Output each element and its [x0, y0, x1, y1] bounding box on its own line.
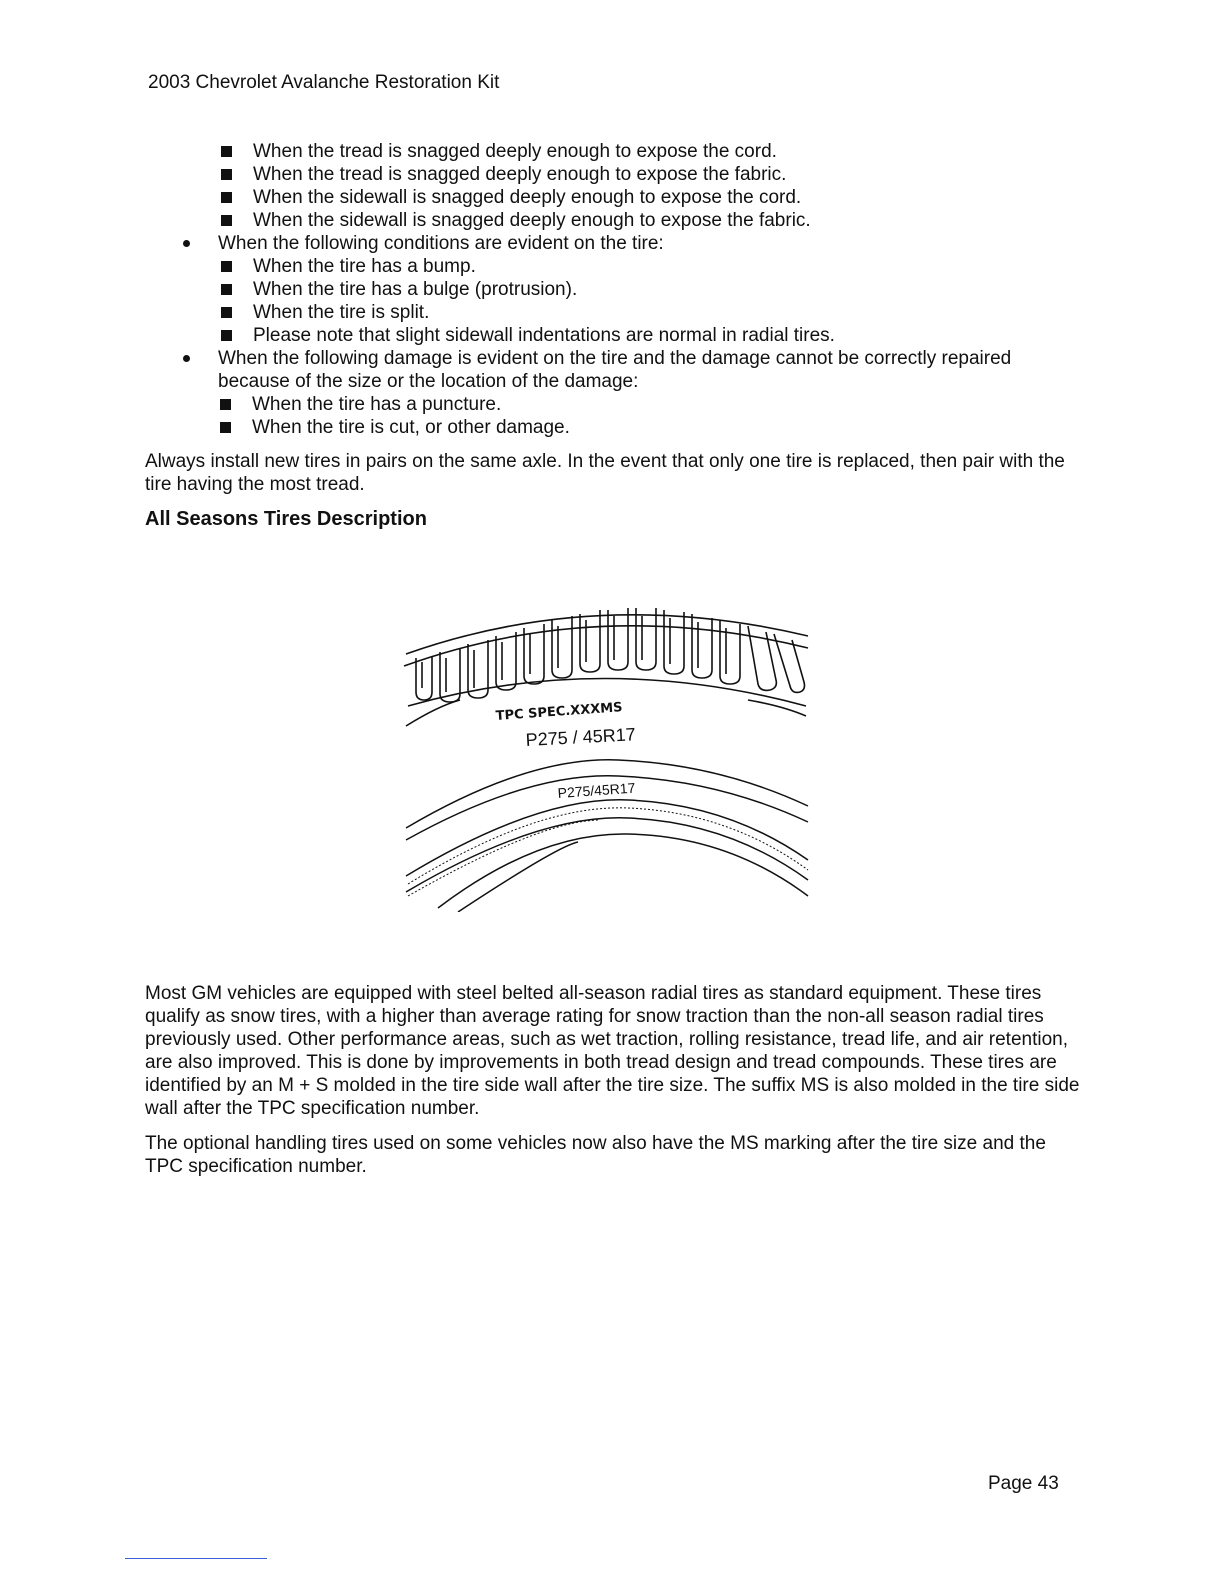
list-item: When the sidewall is snagged deeply enough to expose the cord. — [253, 186, 811, 209]
list-item: When the following conditions are evident on the tire: — [218, 232, 1078, 255]
list-item: When the tire has a puncture. — [252, 393, 570, 416]
round-bullet-icon — [183, 355, 190, 362]
list-item: When the tire has a bulge (protrusion). — [253, 278, 835, 301]
tire-sidewall-figure — [398, 596, 812, 912]
square-bullet-icon — [221, 146, 232, 157]
tpc-marking: TPC SPEC.XXXMS — [495, 700, 624, 724]
tire-pairs-paragraph: Always install new tires in pairs on the same axle. In the event that only one tire is replaced, then pair with the tire having the most tread. — [145, 451, 1065, 495]
handling-tires-paragraph: The optional handling tires used on some vehicles now also have the MS marking after the tire size and the TPC specification number. — [145, 1133, 1046, 1177]
list-item: When the sidewall is snagged deeply enough to expose the fabric. — [253, 209, 811, 232]
square-bullet-icon — [221, 169, 232, 180]
square-bullet-icon — [221, 215, 232, 226]
tire-size-lower: P275/45R17 — [557, 779, 636, 801]
square-bullet-icon — [221, 192, 232, 203]
conditions-sublist — [253, 255, 835, 347]
list-item: When the tread is snagged deeply enough to expose the cord. — [253, 140, 811, 163]
round-bullet-icon — [183, 240, 190, 247]
page-number: Page 43 — [988, 1473, 1059, 1494]
list-item: Please note that slight sidewall indentations are normal in radial tires. — [253, 324, 835, 347]
square-bullet-icon — [221, 330, 232, 341]
list-item: When the tire is cut, or other damage. — [252, 416, 570, 439]
damage-sublist — [252, 393, 570, 439]
list-item: When the following damage is evident on the tire and the damage cannot be correctly repaired because of the size or the location of the damage: — [218, 347, 1058, 393]
square-bullet-icon — [221, 307, 232, 318]
tread-damage-sublist — [253, 140, 811, 232]
list-item: When the tread is snagged deeply enough to expose the fabric. — [253, 163, 811, 186]
document-header: 2003 Chevrolet Avalanche Restoration Kit — [148, 72, 500, 93]
tire-illustration — [398, 596, 812, 912]
square-bullet-icon — [221, 261, 232, 272]
sidewall-ribs — [408, 808, 808, 896]
square-bullet-icon — [221, 284, 232, 295]
damage-bullet — [218, 347, 1058, 393]
all-season-paragraph: Most GM vehicles are equipped with steel belted all-season radial tires as standard equipment. These tires qualify as snow tires, with a higher than average rating for snow traction than the non-all season radial tires previously used. Other performance areas, such as wet traction, rolling resistance, tread life, and air retention, are also improved. This is done by improvements in both tread design and tread compounds. These tires are identified by an M + S molded in the tire side wall after the tire size. The suffix MS is also molded in the tire side wall after the TPC specification number. — [145, 983, 1080, 1119]
conditions-bullet — [218, 232, 1078, 255]
list-item: When the tire is split. — [253, 301, 835, 324]
footer-divider — [125, 1558, 267, 1559]
list-item: When the tire has a bump. — [253, 255, 835, 278]
square-bullet-icon — [220, 422, 231, 433]
square-bullet-icon — [220, 399, 231, 410]
section-heading: All Seasons Tires Description — [145, 508, 427, 530]
tire-size-upper: P275 / 45R17 — [525, 724, 637, 750]
